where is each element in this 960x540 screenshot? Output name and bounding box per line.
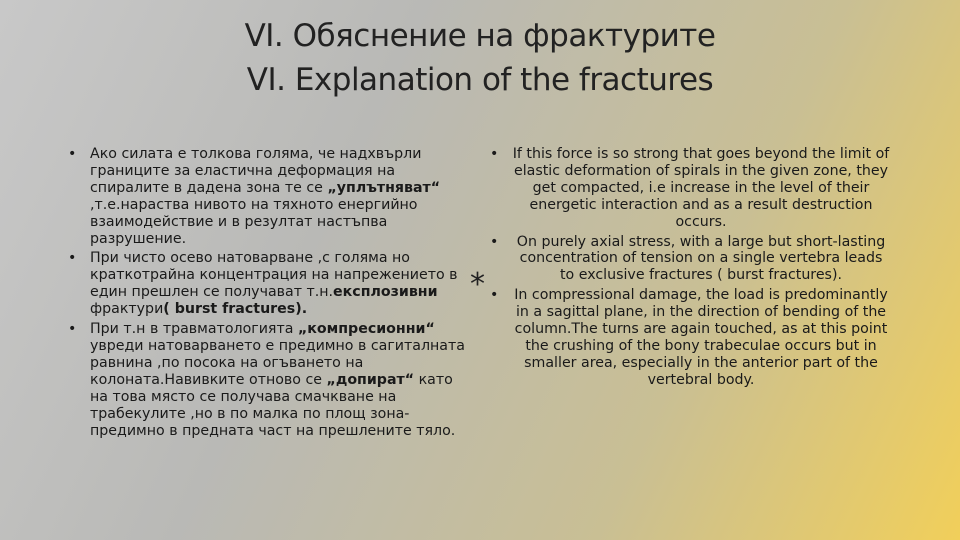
list-item bbox=[490, 234, 890, 285]
bullet-icon: • bbox=[68, 250, 77, 267]
list-item bbox=[490, 146, 890, 231]
bullet-text: Ако силата е толкова голяма, че надхвърли границите за еластична деформация на спиралите в дадена зона те се „уплътняват“ ,т.е.нараства нивото на тяхното енергийно взаимодействие и в резултат настъпва разрушение. bbox=[90, 146, 441, 247]
title-english: VI. Explanation of the fractures bbox=[246, 62, 714, 98]
bullet-text: On purely axial stress, with a large but short-lasting concentration of tension on a single vertebra leads to exclusive fractures ( burst fractures). bbox=[516, 233, 886, 284]
bullet-icon: • bbox=[68, 321, 77, 338]
bullet-text: If this force is so strong that goes beyond the limit of elastic deformation of spirals in the given zone, they get compacted, i.e increase in the level of their energetic interaction and as a result destruction occurs. bbox=[512, 146, 890, 230]
bullet-text: In compressional damage, the load is predominantly in a sagittal plane, in the direction of bending of the column.The turns are again touched, as at this point the crushing of the bony trabeculae occurs but in smaller area, especially in the anterior part of the vertebral body. bbox=[514, 287, 888, 388]
bullet-icon: • bbox=[490, 287, 499, 304]
bullet-text: При т.н в травматологията „компресионни“ увреди натоварването е предимно в сагиталната равнина ,по посока на огъването на колоната.Навивките отново се „допират“ като на това място се получава смачкване на трабекулите ,но в по малка по площ зона-предимно в предната част на прешлените тяло. bbox=[90, 321, 465, 439]
bullet-text: При чисто осево натоварване ,с голяма но краткотрайна концентрация на напрежението в един прешлен се получават т.н.експлозивни фрактури( burst fractures). bbox=[90, 250, 458, 318]
slide-title bbox=[0, 14, 960, 102]
right-column-english bbox=[490, 146, 890, 392]
list-item bbox=[68, 146, 473, 247]
list-item bbox=[68, 321, 473, 439]
bullet-icon: • bbox=[68, 146, 77, 162]
bullet-icon: • bbox=[490, 233, 499, 250]
title-bulgarian: VI. Обяснение на фрактурите bbox=[244, 18, 716, 54]
list-item bbox=[490, 287, 890, 388]
left-column-bulgarian bbox=[68, 146, 473, 442]
asterisk-icon: * bbox=[470, 267, 485, 302]
list-item bbox=[68, 250, 473, 318]
bullet-icon: • bbox=[490, 146, 499, 162]
